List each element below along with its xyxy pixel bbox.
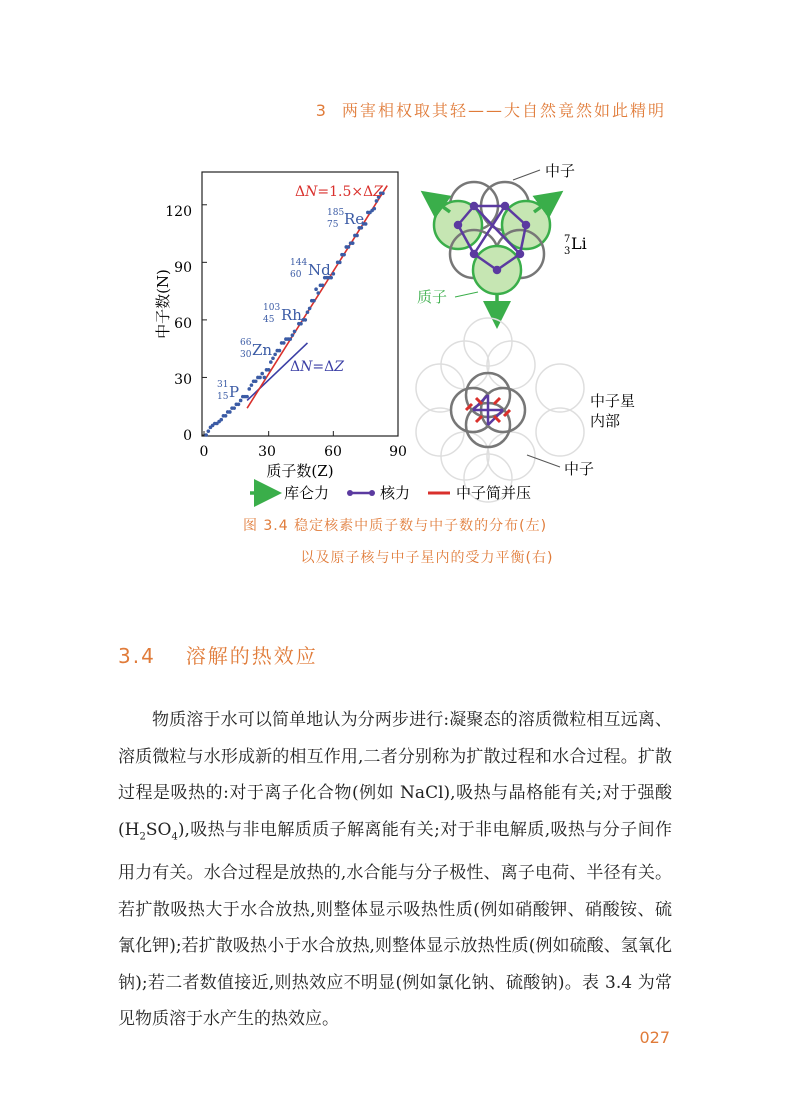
data-point	[342, 253, 346, 257]
li-mass-number: 7	[564, 234, 571, 245]
neutron-circle	[536, 408, 584, 456]
x-axis-label: 质子数(Z)	[266, 462, 334, 480]
data-point	[247, 387, 251, 391]
neutron-label-top: 中子	[545, 162, 576, 180]
data-point	[204, 433, 208, 437]
bond-end	[455, 222, 461, 228]
data-point	[245, 395, 249, 399]
data-point	[306, 310, 310, 314]
data-point	[258, 376, 262, 380]
data-point	[347, 245, 351, 249]
body-text	[118, 702, 672, 1038]
data-point	[338, 261, 342, 265]
bond-end	[494, 267, 500, 273]
bond-end	[471, 203, 477, 209]
label-leader	[527, 455, 560, 467]
data-point	[273, 353, 277, 357]
bond-end	[471, 251, 477, 257]
data-point	[263, 376, 267, 380]
formula-h-subscript: 2	[139, 830, 146, 842]
neutron-label-bottom: 中子	[564, 460, 595, 478]
x-tick-label: 0	[199, 444, 209, 460]
data-point	[293, 330, 297, 334]
y-tick-label: 90	[174, 260, 192, 276]
mass-number: 66	[240, 338, 252, 348]
equals-delta: =Δ	[312, 359, 335, 375]
formula-so: SO	[145, 819, 172, 840]
data-point	[237, 403, 241, 407]
data-point	[224, 414, 228, 418]
data-point	[291, 333, 295, 337]
variable-z: Z	[334, 359, 344, 375]
legend-nuclear-end	[369, 490, 375, 496]
lithium-nucleus-diagram	[417, 162, 587, 315]
section-number: 3.4	[118, 644, 156, 668]
variable-n: N	[300, 359, 313, 375]
x-tick-label: 30	[258, 444, 276, 460]
data-point	[332, 272, 336, 276]
li-atomic-number: 3	[564, 246, 571, 257]
figure-caption-line2: 以及原子核与中子星内的受力平衡(右)	[300, 550, 554, 566]
neutron-circle	[536, 364, 584, 412]
legend-nuclear-label: 核力	[380, 484, 411, 502]
data-point	[351, 241, 355, 245]
bond-end	[517, 251, 523, 257]
data-point	[250, 383, 254, 387]
formula-so-subscript: 4	[171, 830, 178, 842]
chapter-number: 3	[315, 101, 328, 120]
y-tick-label: 60	[174, 316, 192, 332]
x-tick-label: 90	[389, 444, 407, 460]
paragraph-part1: 物质溶于水可以简单地认为分两步进行:凝聚态的溶质微粒相互远离、溶质微粒与水形成新的相互作用,二者分别称为扩散过程和水合过程。扩散过程是吸热的:对于离子化合物(例如 NaCl),吸热与晶格能有关;对于强酸(	[118, 710, 672, 840]
data-point	[355, 234, 359, 238]
data-point	[364, 222, 368, 226]
element-symbol: P	[229, 383, 240, 401]
section-heading	[118, 640, 318, 669]
line-label-dn-eq-dz	[290, 359, 344, 375]
data-point	[304, 318, 308, 322]
line-label-dn-eq-1.5dz	[295, 184, 383, 200]
annotation-re	[327, 208, 364, 230]
element-symbol: Rh	[281, 306, 302, 324]
mass-number: 185	[327, 208, 345, 218]
bond-end	[523, 222, 529, 228]
data-point	[260, 372, 264, 376]
equals-factor-delta: =1.5×Δ	[317, 184, 374, 200]
li-symbol: Li	[571, 234, 587, 253]
neutron-star-label-line1: 中子星	[590, 392, 636, 410]
neutron-star-diagram	[416, 318, 635, 502]
formula-h: H	[124, 819, 140, 840]
label-leader	[455, 292, 478, 297]
element-symbol: Nd	[308, 261, 331, 279]
atomic-number: 45	[263, 315, 275, 325]
data-point	[267, 368, 271, 372]
y-tick-label: 120	[165, 204, 192, 220]
data-point	[372, 207, 376, 211]
data-point	[228, 410, 232, 414]
legend-nuclear-end	[347, 490, 353, 496]
nuclide-chart	[154, 172, 407, 480]
element-symbol: Zn	[252, 341, 273, 359]
atomic-number: 75	[327, 220, 339, 230]
mass-number: 31	[217, 380, 229, 390]
data-point	[254, 379, 258, 383]
page-number: 027	[639, 1028, 670, 1047]
x-tick-label: 60	[324, 444, 342, 460]
variable-z: Z	[373, 184, 383, 200]
data-point	[308, 307, 312, 311]
paragraph-part2: ),吸热与非电解质质子解离能有关;对于非电解质,吸热与分子间作用力有关。水合过程是放热的,水合能与分子极性、离子电荷、半径有关。若扩散吸热大于水合放热,则整体显示吸热性质(例如硝酸钾、硝酸铵、硫氰化钾);若扩散吸热小于水合放热,则整体显示放热性质(例如硫酸、氢氧化钠);若二者数值接近,则热效应不明显(例如氯化钠、硫酸钠)。表 3.4 为常见物质溶于水产生的热效应。	[118, 819, 672, 1030]
y-tick-label: 30	[174, 372, 192, 388]
legend	[250, 484, 531, 502]
data-point	[288, 337, 292, 341]
data-point	[269, 360, 273, 364]
mass-number: 103	[263, 303, 281, 313]
figure-caption-line1: 图 3.4 稳定核素中质子数与中子数的分布(左)	[242, 518, 548, 534]
y-axis-label: 中子数(N)	[154, 269, 172, 339]
annotation-zn	[240, 338, 272, 360]
delta-symbol: Δ	[290, 359, 301, 375]
proton-label: 质子	[417, 288, 448, 306]
atomic-number: 30	[240, 350, 252, 360]
data-point	[316, 291, 320, 295]
mass-number: 144	[290, 258, 308, 268]
delta-symbol: Δ	[295, 184, 306, 200]
data-point	[321, 284, 325, 288]
data-point	[278, 349, 282, 353]
y-tick-label: 0	[183, 428, 192, 444]
element-symbol: Re	[344, 210, 365, 228]
annotation-p	[217, 380, 239, 402]
bond-end	[502, 203, 508, 209]
data-point	[219, 418, 223, 422]
atomic-number: 60	[290, 270, 302, 280]
annotation-nd	[290, 258, 331, 280]
data-point	[312, 299, 316, 303]
data-point	[232, 406, 236, 410]
data-point	[239, 399, 243, 403]
atomic-number: 15	[217, 392, 229, 402]
section-title: 溶解的热效应	[185, 644, 318, 668]
neutron-star-label-line2: 内部	[590, 412, 621, 430]
paragraph	[118, 702, 672, 1038]
data-point	[207, 429, 211, 433]
data-point	[314, 287, 318, 291]
data-point	[282, 341, 286, 345]
legend-degeneracy-label: 中子简并压	[456, 484, 532, 502]
variable-n: N	[305, 184, 318, 200]
legend-coulomb-label: 库仑力	[284, 484, 330, 502]
label-leader	[513, 170, 540, 180]
chapter-title: 两害相权取其轻——大自然竟然如此精明	[341, 101, 666, 120]
annotation-rh	[263, 303, 302, 325]
